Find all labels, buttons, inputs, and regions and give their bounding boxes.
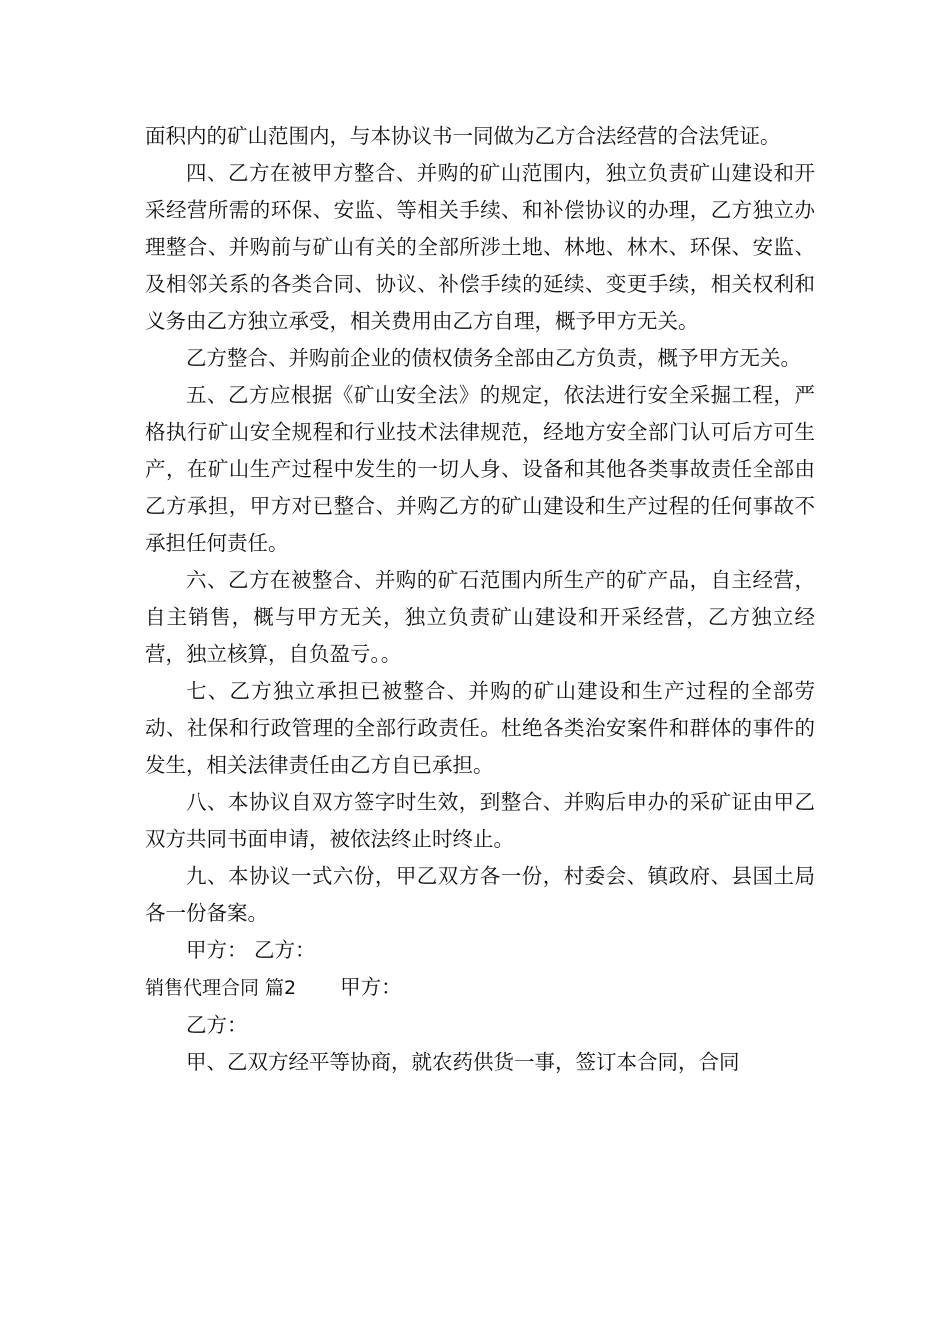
clause-7-paragraph: 七、乙方独立承担已被整合、并购的矿山建设和生产过程的全部劳动、社保和行政管理的全部行政责任。杜绝各类治安案件和群体的事件的发生，相关法律责任由乙方自已承担。 — [145, 679, 815, 777]
clause-4-debt-paragraph: 乙方整合、并购前企业的债权债务全部由乙方负责，概予甲方无关。 — [186, 346, 801, 370]
clause-9-paragraph: 九、本协议一式六份，甲乙双方各一份，村委会、镇政府、县国土局各一份备案。 — [145, 864, 815, 925]
section-2-party-a: 甲方： — [340, 975, 402, 999]
clause-6-paragraph: 六、乙方在被整合、并购的矿石范围内所生产的矿产品，自主经营，自主销售，概与甲方无关，独立负责矿山建设和开采经营，乙方独立经营，独立核算，自负盈亏。。 — [145, 568, 815, 666]
clause-5-paragraph: 五、乙方应根据《矿山安全法》的规定，依法进行安全采掘工程，严格执行矿山安全规程和行业技术法律规范，经地方安全部门认可后方可生产，在矿山生产过程中发生的一切人身、设备和其他各类事故责任全部由乙方承担，甲方对已整合、并购乙方的矿山建设和生产过程的任何事故不承担任何责任。 — [145, 383, 815, 555]
section-2-heading-line — [145, 969, 815, 1007]
clause-4-paragraph: 四、乙方在被甲方整合、并购的矿山范围内，独立负责矿山建设和开采经营所需的环保、安监、等相关手续、和补偿协议的办理，乙方独立办理整合、并购前与矿山有关的全部所涉土地、林地、林木、环保、安监、及相邻关系的各类合同、协议、补偿手续的延续、变更手续，相关权利和义务由乙方独立承受，相关费用由乙方自理，概予甲方无关。 — [145, 161, 815, 333]
document-body — [145, 118, 815, 1081]
section-2-title: 销售代理合同 篇2 — [145, 977, 297, 999]
continuation-paragraph: 面积内的矿山范围内，与本协议书一同做为乙方合法经营的合法凭证。 — [145, 124, 781, 148]
section-2-party-b: 乙方： — [186, 1013, 248, 1037]
section-2-intro-paragraph: 甲、乙双方经平等协商，就农药供货一事，签订本合同，合同 — [186, 1050, 740, 1074]
signature-line: 甲方： 乙方： — [186, 938, 316, 962]
clause-8-paragraph: 八、本协议自双方签字时生效，到整合、并购后申办的采矿证由甲乙双方共同书面申请，被依法终止时终止。 — [145, 790, 815, 851]
